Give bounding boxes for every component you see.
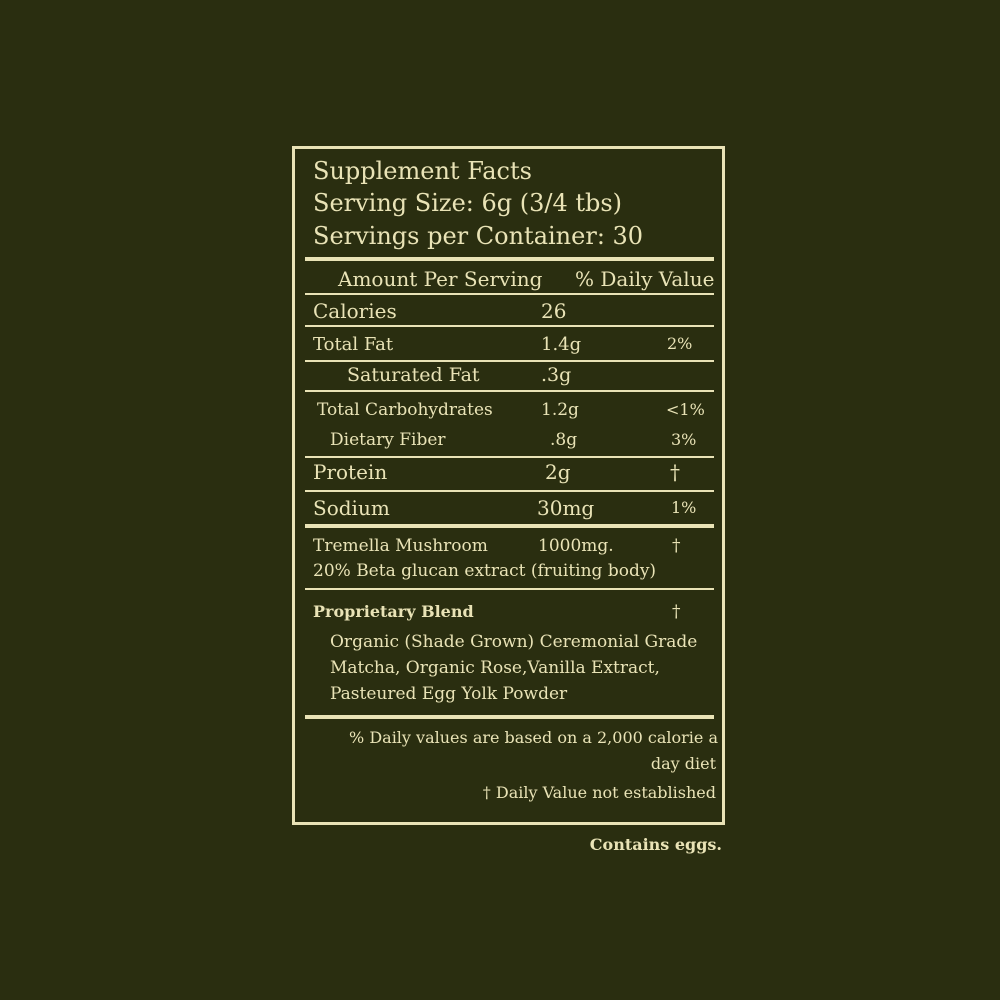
protein-label: Protein	[313, 460, 388, 484]
daily-values-footnote: % Daily values are based on a 2,000 calorie a	[349, 728, 718, 747]
tremella-amount: 1000mg.	[538, 536, 614, 556]
divider	[305, 456, 714, 458]
dagger-footnote: † Daily Value not established	[482, 783, 716, 802]
proprietary-blend-title: Proprietary Blend	[313, 602, 474, 621]
divider	[305, 360, 714, 362]
calories-amount: 26	[541, 299, 567, 323]
amount-per-serving-header: Amount Per Serving	[338, 267, 543, 291]
sodium-dv: 1%	[671, 498, 697, 517]
total-carbs-dv: <1%	[666, 400, 705, 419]
protein-amount: 2g	[545, 460, 571, 484]
tremella-dv: †	[672, 536, 681, 556]
total-carbs-label: Total Carbohydrates	[317, 400, 493, 420]
divider	[305, 715, 714, 719]
total-fat-dv: 2%	[667, 334, 693, 353]
divider	[305, 257, 714, 261]
proprietary-blend-dv: †	[672, 602, 681, 622]
total-fat-amount: 1.4g	[541, 334, 582, 355]
divider	[305, 524, 714, 528]
saturated-fat-label: Saturated Fat	[347, 364, 480, 386]
divider	[305, 325, 714, 327]
blend-ingredient-line: Organic (Shade Grown) Ceremonial Grade	[330, 632, 698, 652]
daily-value-header: % Daily Value	[575, 267, 715, 291]
tremella-label: Tremella Mushroom	[313, 536, 488, 556]
supplement-facts-panel	[292, 146, 725, 825]
daily-values-footnote: day diet	[650, 754, 716, 773]
tremella-note: 20% Beta glucan extract (fruiting body)	[313, 561, 657, 581]
saturated-fat-amount: .3g	[541, 364, 572, 386]
divider	[305, 490, 714, 492]
blend-ingredient-line: Matcha, Organic Rose,Vanilla Extract,	[330, 658, 660, 678]
blend-ingredient-line: Pasteured Egg Yolk Powder	[330, 684, 568, 704]
total-carbs-amount: 1.2g	[541, 400, 579, 420]
divider	[305, 293, 714, 295]
dietary-fiber-label: Dietary Fiber	[330, 430, 446, 450]
total-fat-label: Total Fat	[313, 334, 394, 355]
divider	[305, 390, 714, 392]
sodium-amount: 30mg	[537, 496, 595, 520]
allergen-statement: Contains eggs.	[589, 835, 722, 854]
servings-per-container: Servings per Container: 30	[313, 222, 644, 250]
panel-title: Supplement Facts	[313, 157, 532, 185]
dietary-fiber-amount: .8g	[550, 430, 578, 450]
protein-dv: †	[670, 460, 680, 484]
calories-label: Calories	[313, 299, 397, 323]
dietary-fiber-dv: 3%	[671, 430, 697, 449]
serving-size: Serving Size: 6g (3/4 tbs)	[313, 189, 623, 217]
sodium-label: Sodium	[313, 496, 390, 520]
divider	[305, 588, 714, 590]
